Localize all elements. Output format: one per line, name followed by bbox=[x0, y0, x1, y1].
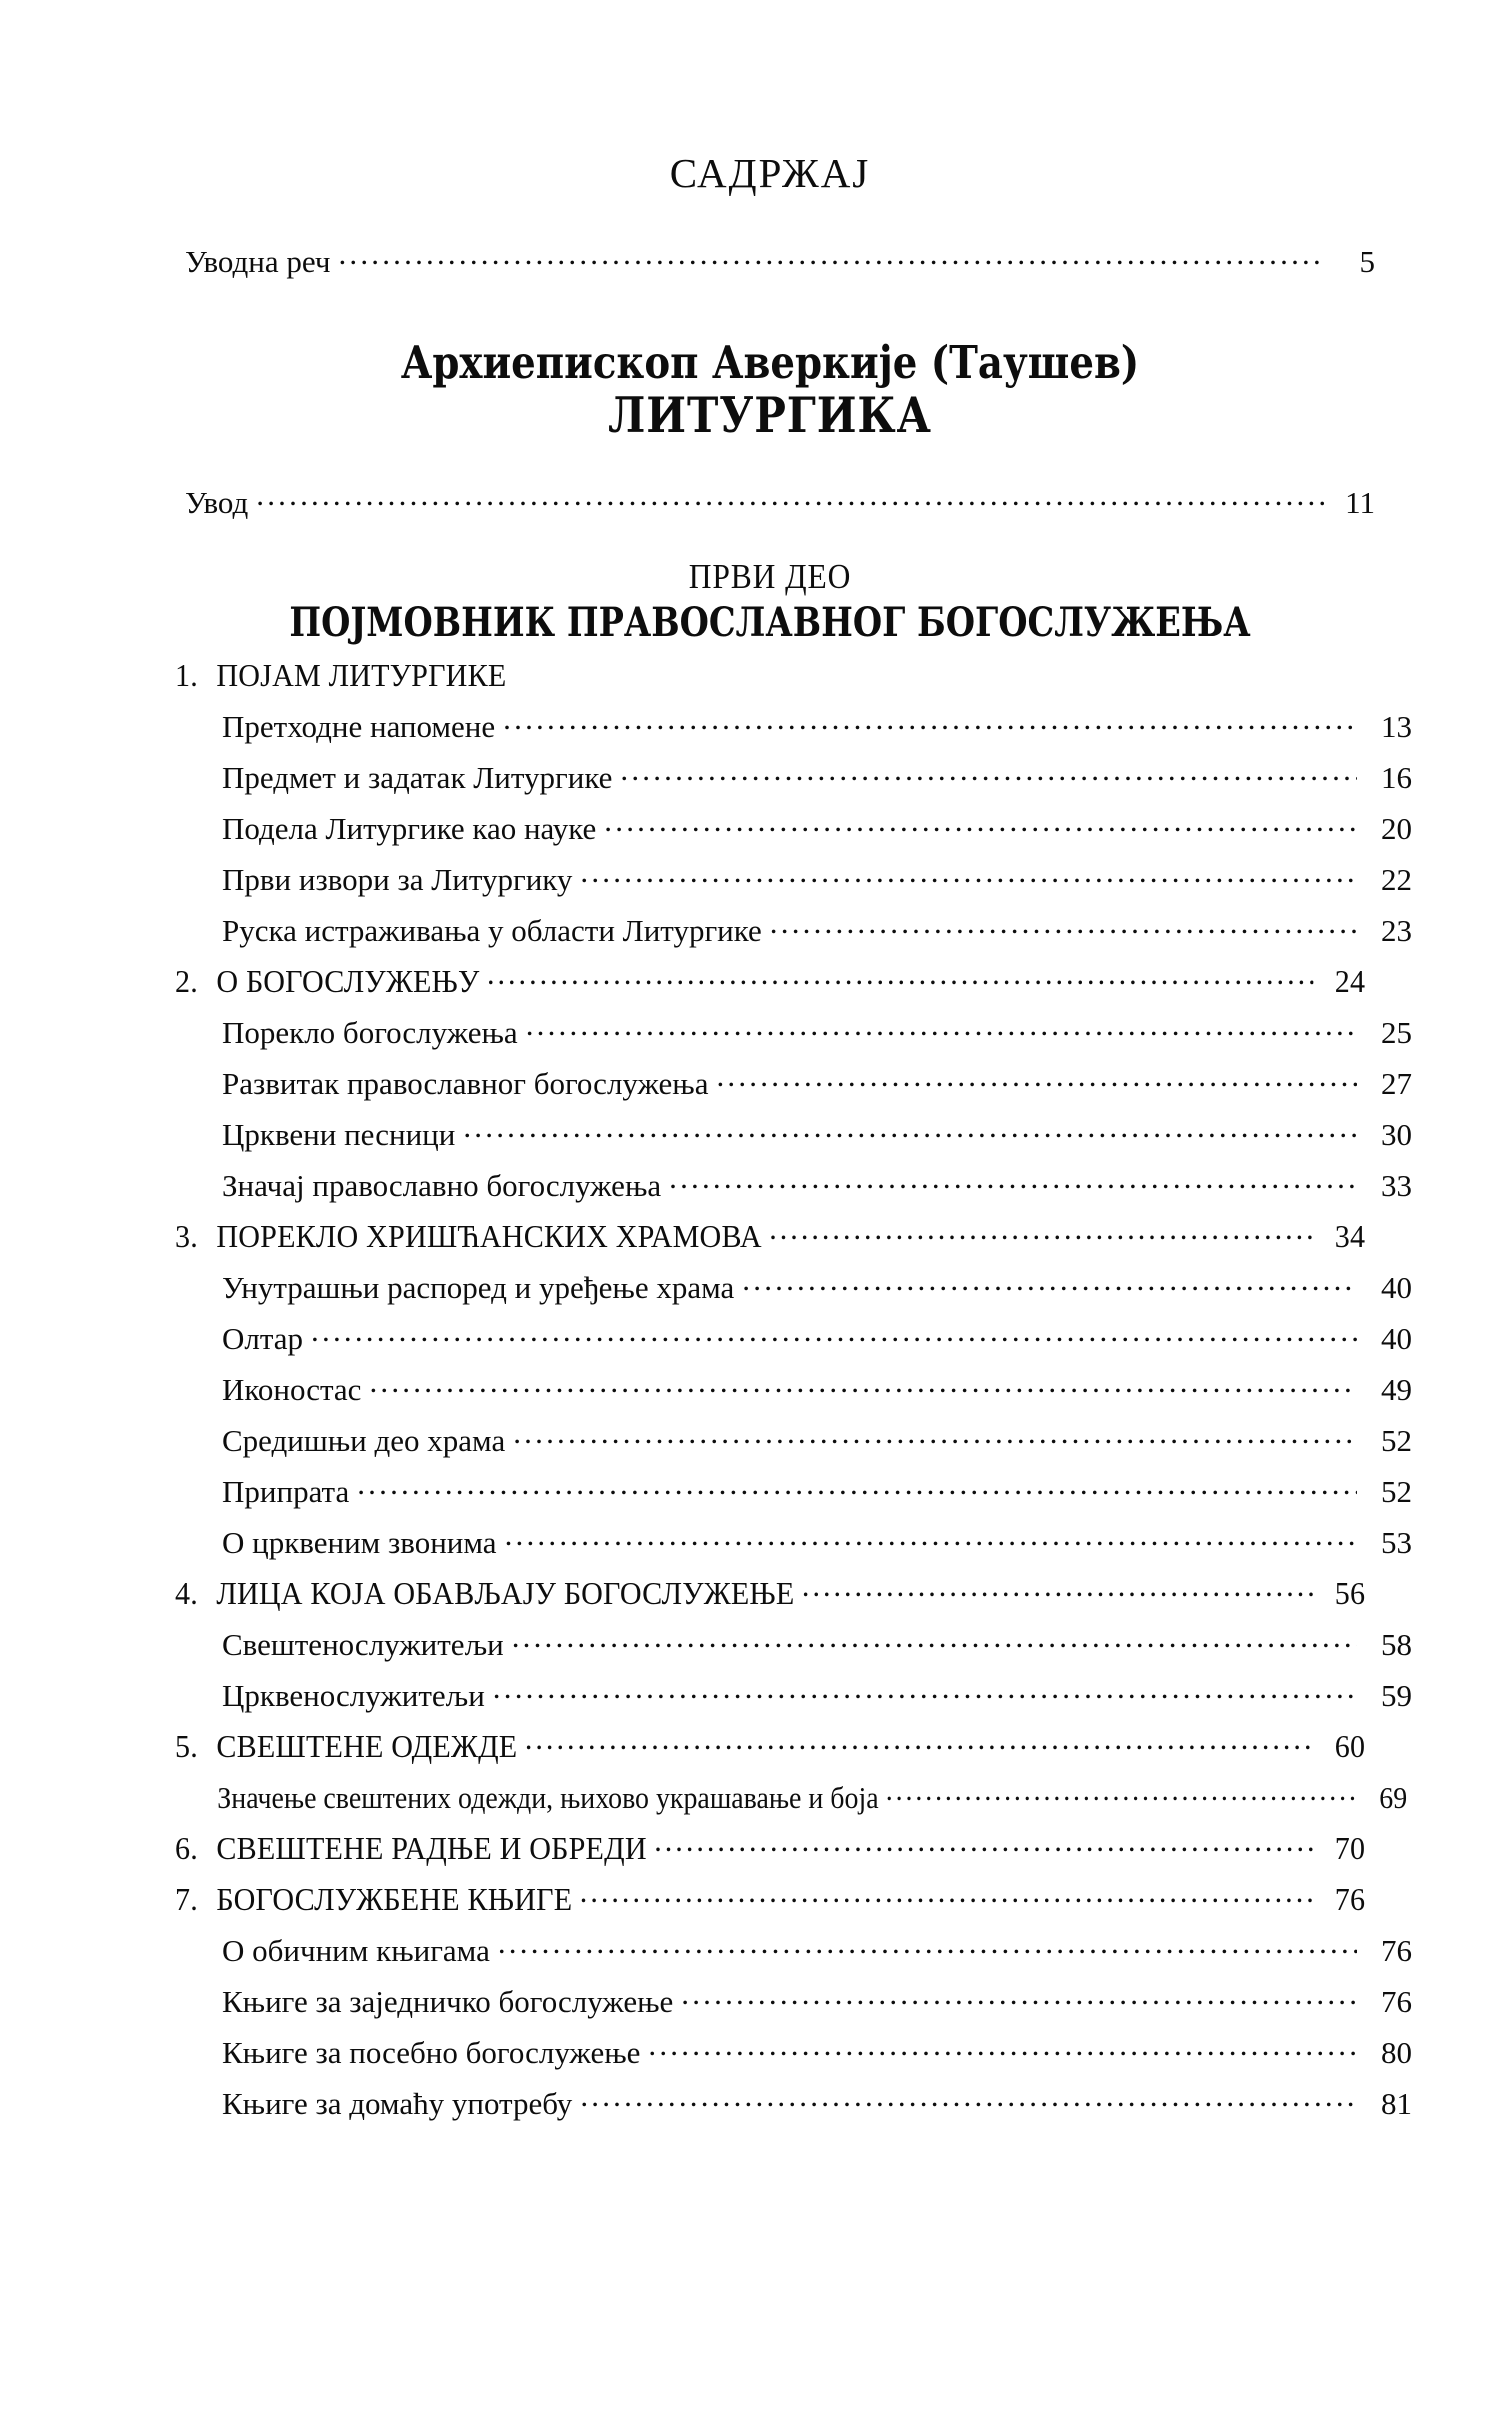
toc-entry-page: 53 bbox=[1381, 1525, 1412, 1561]
toc-entry-label: Уводна реч bbox=[185, 244, 331, 279]
toc-chapter[interactable] bbox=[175, 1572, 1365, 1612]
toc-chapter-page: 60 bbox=[1334, 1728, 1366, 1765]
toc-entry[interactable] bbox=[175, 910, 1412, 949]
toc-entry[interactable] bbox=[175, 1012, 1412, 1051]
toc-entry[interactable] bbox=[175, 1930, 1412, 1969]
dot-leader bbox=[648, 2032, 1357, 2063]
dot-leader bbox=[742, 1267, 1357, 1298]
toc-chapter[interactable] bbox=[175, 1725, 1365, 1765]
dot-leader bbox=[669, 1165, 1357, 1196]
toc-chapter-number: 7. bbox=[175, 1881, 198, 1918]
toc-entry-page: 40 bbox=[1381, 1321, 1412, 1357]
toc-chapter-number: 2. bbox=[175, 963, 198, 1000]
book-author: Архиепископ Аверкије (Таушев) bbox=[400, 336, 1140, 389]
dot-leader bbox=[681, 1981, 1357, 2012]
toc-entry-page: 22 bbox=[1381, 862, 1412, 898]
toc-entry-label: Први извори за Литургику bbox=[222, 862, 573, 898]
toc-chapter-label: О БОГОСЛУЖЕЊУ bbox=[216, 963, 480, 1000]
toc-entry[interactable] bbox=[175, 1165, 1412, 1204]
toc-chapter[interactable] bbox=[175, 1827, 1365, 1867]
toc-chapter-label: СВЕШТЕНЕ ОДЕЖДЕ bbox=[216, 1728, 518, 1765]
toc-chapter-label: ПОРЕКЛО ХРИШЋАНСКИХ ХРАМОВА bbox=[216, 1218, 762, 1255]
toc-entry-label: Књиге за домаћу употребу bbox=[222, 2086, 573, 2122]
toc-chapter-number: 4. bbox=[175, 1575, 198, 1612]
toc-entry-label: О обичним књигама bbox=[222, 1933, 490, 1969]
toc-entry-page: 40 bbox=[1381, 1270, 1412, 1306]
toc-entry-intro[interactable] bbox=[175, 482, 1375, 521]
toc-entry-page: 30 bbox=[1381, 1117, 1412, 1153]
toc-entry[interactable] bbox=[175, 2032, 1412, 2071]
toc-chapter-number: 1. bbox=[175, 657, 198, 694]
toc-entry-label: Књиге за посебно богослужење bbox=[222, 2035, 641, 2071]
dot-leader bbox=[505, 1522, 1357, 1553]
toc-chapter-number: 6. bbox=[175, 1830, 198, 1867]
book-title: ЛИТУРГИКА bbox=[608, 386, 932, 445]
toc-chapter-label: БОГОСЛУЖБЕНЕ КЊИГЕ bbox=[216, 1881, 573, 1918]
dot-leader bbox=[802, 1572, 1314, 1604]
toc-entry-label: О црквеним звонима bbox=[222, 1525, 497, 1561]
toc-entry-label: Унутрашњи распоред и уређење храма bbox=[222, 1270, 735, 1306]
dot-leader bbox=[357, 1471, 1357, 1502]
toc-entry[interactable] bbox=[175, 706, 1412, 745]
toc-entry[interactable] bbox=[175, 1981, 1412, 2020]
toc-entry[interactable] bbox=[175, 859, 1412, 898]
toc-chapter[interactable] bbox=[175, 657, 1365, 694]
toc-chapter-page: 24 bbox=[1334, 963, 1366, 1000]
dot-leader bbox=[716, 1063, 1357, 1094]
dot-leader bbox=[580, 2083, 1357, 2114]
dot-leader bbox=[513, 1420, 1357, 1451]
toc-chapter[interactable] bbox=[175, 1215, 1365, 1255]
toc-content bbox=[175, 0, 1412, 2122]
toc-chapter[interactable] bbox=[175, 960, 1365, 1000]
dot-leader bbox=[620, 757, 1357, 788]
toc-entry[interactable] bbox=[175, 1420, 1412, 1459]
toc-chapter-label: ПОЈАМ ЛИТУРГИКЕ bbox=[216, 657, 507, 694]
toc-entry[interactable] bbox=[175, 2083, 1412, 2122]
dot-leader bbox=[256, 482, 1324, 513]
toc-entry-label: Развитак православног богослужења bbox=[222, 1066, 709, 1102]
toc-entry-page: 69 bbox=[1379, 1780, 1408, 1816]
toc-entry-label: Иконостас bbox=[222, 1372, 362, 1408]
toc-entry-page: 23 bbox=[1381, 913, 1412, 949]
book-title-block bbox=[175, 338, 1365, 444]
dot-leader bbox=[769, 1215, 1313, 1247]
toc-entry-label: Значење свештених одежди, њихово украшавање и боја bbox=[217, 1780, 879, 1816]
toc-entry-page: 49 bbox=[1381, 1372, 1412, 1408]
dot-leader bbox=[512, 1624, 1357, 1655]
toc-entry-label: Књиге за заједничко богослужење bbox=[222, 1984, 674, 2020]
page-title: САДРЖАЈ bbox=[669, 150, 871, 196]
toc-entry-label: Руска истраживања у области Литургике bbox=[222, 913, 762, 949]
toc-chapter[interactable] bbox=[175, 1878, 1365, 1918]
toc-chapter-label: ЛИЦА КОЈА ОБАВЉАЈУ БОГОСЛУЖЕЊЕ bbox=[216, 1575, 795, 1612]
toc-chapter-page: 70 bbox=[1334, 1830, 1366, 1867]
toc-entry[interactable] bbox=[175, 1471, 1412, 1510]
toc-chapter-number: 3. bbox=[175, 1218, 198, 1255]
dot-leader bbox=[580, 859, 1357, 890]
toc-entry-label: Претходне напомене bbox=[222, 709, 496, 745]
toc-entry-preface[interactable] bbox=[175, 241, 1375, 280]
toc-entry[interactable] bbox=[175, 1114, 1412, 1153]
toc-entry-page: 76 bbox=[1381, 1984, 1412, 2020]
toc-entry-page: 27 bbox=[1381, 1066, 1412, 1102]
toc-chapter-label: СВЕШТЕНЕ РАДЊЕ И ОБРЕДИ bbox=[216, 1830, 647, 1867]
dot-leader bbox=[525, 1725, 1314, 1757]
toc-entry-label: Значај православно богослужења bbox=[222, 1168, 662, 1204]
dot-leader bbox=[526, 1012, 1357, 1043]
toc-entry-label: Олтар bbox=[222, 1321, 304, 1357]
toc-entry[interactable] bbox=[175, 1522, 1412, 1561]
dot-leader bbox=[770, 910, 1357, 941]
toc-entry[interactable] bbox=[175, 1267, 1412, 1306]
toc-entry[interactable] bbox=[175, 1675, 1412, 1714]
dot-leader bbox=[503, 706, 1357, 737]
toc-entry[interactable] bbox=[175, 808, 1412, 847]
toc-entry[interactable] bbox=[175, 1063, 1412, 1102]
toc-entry-page: 80 bbox=[1381, 2035, 1412, 2071]
toc-entry-page: 11 bbox=[1345, 485, 1375, 521]
toc-entry-page: 58 bbox=[1381, 1627, 1412, 1663]
toc-entry-label: Порекло богослужења bbox=[222, 1015, 518, 1051]
part-title: ПОЈМОВНИК ПРАВОСЛАВНОГ БОГОСЛУЖЕЊА bbox=[289, 599, 1251, 647]
toc-entry-page: 16 bbox=[1381, 760, 1412, 796]
toc-entry-label: Црквени песници bbox=[222, 1117, 456, 1153]
dot-leader bbox=[580, 1878, 1314, 1910]
toc-entry-page: 52 bbox=[1381, 1474, 1412, 1510]
toc-entry-label: Предмет и задатак Литургике bbox=[222, 760, 613, 796]
toc-entry-label: Подела Литургике као науке bbox=[222, 811, 597, 847]
part-label: ПРВИ ДЕО bbox=[688, 557, 852, 597]
toc-chapter-page: 76 bbox=[1334, 1881, 1366, 1918]
toc-entry-label: Увод bbox=[185, 485, 249, 521]
toc-entry-label: Црквенослужитељи bbox=[222, 1678, 485, 1714]
toc-entry[interactable] bbox=[175, 1777, 1407, 1816]
dot-leader bbox=[886, 1777, 1358, 1808]
toc-entry-page: 81 bbox=[1381, 2086, 1412, 2122]
chapter-list bbox=[175, 657, 1412, 2122]
toc-entry-label: Припрата bbox=[222, 1474, 350, 1510]
toc-entry-page: 13 bbox=[1381, 709, 1412, 745]
dot-leader bbox=[654, 1827, 1313, 1859]
toc-entry[interactable] bbox=[175, 1318, 1412, 1357]
toc-entry[interactable] bbox=[175, 1369, 1412, 1408]
toc-entry-page: 33 bbox=[1381, 1168, 1412, 1204]
toc-entry-page: 76 bbox=[1381, 1933, 1412, 1969]
dot-leader bbox=[487, 960, 1314, 992]
toc-entry-page: 52 bbox=[1381, 1423, 1412, 1459]
dot-leader bbox=[493, 1675, 1357, 1706]
dot-leader bbox=[604, 808, 1357, 839]
toc-entry[interactable] bbox=[175, 757, 1412, 796]
toc-entry-page: 20 bbox=[1381, 811, 1412, 847]
dot-leader bbox=[369, 1369, 1357, 1400]
dot-leader bbox=[311, 1318, 1357, 1349]
toc-chapter-page: 34 bbox=[1334, 1218, 1366, 1255]
toc-entry-label: Средишњи део храма bbox=[222, 1423, 506, 1459]
toc-entry-page: 25 bbox=[1381, 1015, 1412, 1051]
toc-chapter-number: 5. bbox=[175, 1728, 198, 1765]
toc-chapter-page: 56 bbox=[1334, 1575, 1366, 1612]
dot-leader bbox=[498, 1930, 1357, 1961]
toc-entry-page: 5 bbox=[1359, 244, 1375, 279]
dot-leader bbox=[463, 1114, 1357, 1145]
toc-entry-page: 59 bbox=[1381, 1678, 1412, 1714]
toc-entry-label: Свештенослужитељи bbox=[222, 1627, 504, 1663]
dot-leader bbox=[338, 241, 1324, 272]
toc-entry[interactable] bbox=[175, 1624, 1412, 1663]
